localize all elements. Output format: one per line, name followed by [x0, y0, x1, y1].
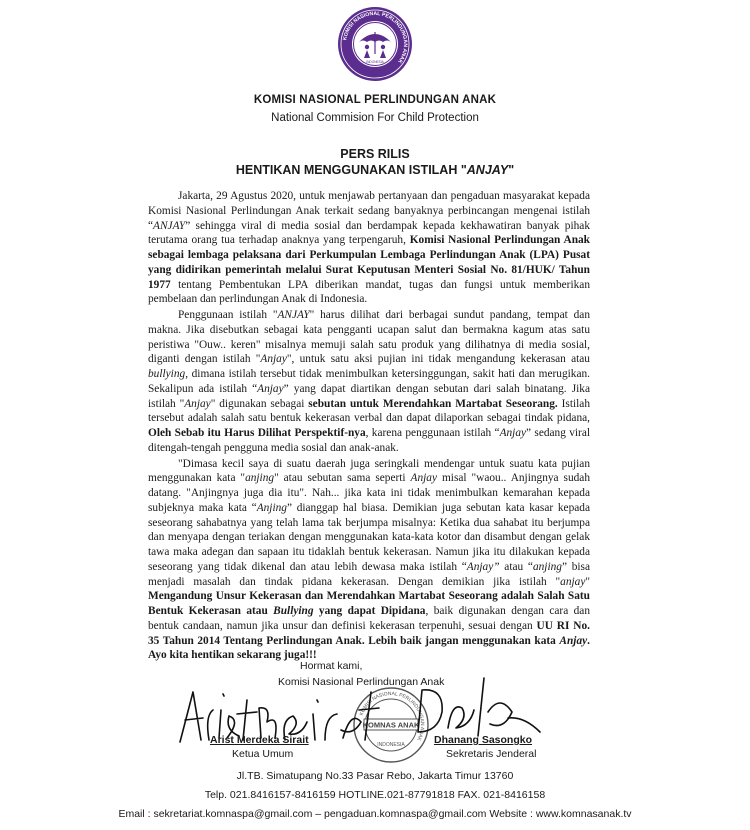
- signature-org: Komisi Nasional Perlindungan Anak: [278, 676, 445, 688]
- closing-greeting: Hormat kami,: [300, 660, 363, 672]
- signer-1-name: Arist Merdeka Sirait: [210, 734, 309, 746]
- press-release-label: PERS RILIS: [340, 147, 410, 161]
- stamp-bottom-text: INDONESIA: [377, 742, 405, 748]
- logo-ring-text: KOMISI NASIONAL PERLINDUNGAN ANAK: [342, 10, 409, 65]
- press-release-body: [148, 189, 590, 664]
- paragraph-1: Jakarta, 29 Agustus 2020, untuk menjawab pertanyaan dan pengaduan masyarakat kepada Komisi Nasional Perlindungan Anak terkait sedang banyaknya perbincangan mengenai istilah “ANJAY” sehingga viral di media sosial dan berdampak kepada kekhawatiran banyak pihak terutama orang tua terhadap anaknya yang terpengaruh, Komisi Nasional Perlindungan Anak sebagai lembaga pelaksana dari Perkumpulan Lembaga Perlindungan Anak (LPA) Pusat yang didirikan pemerintah melalui Surat Keputusan Menteri Sosial No. 81/HUK/ Tahun 1977 tentang Pembentukan LPA diberikan mandat, tugas dan fungsi untuk memberikan pembelaan dan perlindungan Anak di Indonesia.: [148, 190, 590, 306]
- signer-1-role: Ketua Umum: [232, 748, 294, 760]
- logo-bottom-text: INDONESIA: [366, 60, 384, 64]
- komnas-anak-logo: [337, 6, 413, 82]
- footer-contact: Email : sekretariat.komnaspa@gmail.com – pengaduan.komnaspa@gmail.com Website : www.komnasanak.tv: [118, 808, 632, 820]
- paragraph-3: "Dimasa kecil saya di suatu daerah juga seringkali mendengar untuk suatu kata pujian menggunakan kata "anjing" atau sebutan sama seperti Anjay misal "waou.. Anjingnya sudah datang. "Anjingnya juga dia itu". Nah... jika kata ini tidak menimbulkan kemarahan kepada subjeknya maka kata “Anjing” dianggap hal biasa. Demikian juga sebutan kata kasar kepada seseorang sahabatnya yang telah lama tak berjumpa misalnya: Ketika dua sahabat itu berjumpa dan menyapa dengan teriakan dengan menggunakan kata-kata kotor dan disambut dengan gelak tawa maka adegan dan sapaan itu tidaklah bentuk kekerasan. Namun jika itu dilakukan kepada seseorang yang tidak dikenal dan atau lebih dewasa maka istilah “Anjay” atau “anjing” bisa menjadi masalah dan tindak pidana kekerasan. Dengan demikian jika istilah "anjay" Mengandung Unsur Kekerasan dan Merendahkan Martabat Seseorang adalah Salah Satu Bentuk Kekerasan atau Bullying yang dapat Dipidana, baik digunakan dengan cara dan bentuk candaan, namun jika unsur dan definisi kekerasan terpenuhi, sesuai dengan UU RI No. 35 Tahun 2014 Tentang Perlindungan Anak. Lebih baik jangan menggunakan kata Anjay. Ayo kita hentikan sekarang juga!!!: [148, 457, 590, 662]
- stamp-ring-text: KOMISI NASIONAL PERLINDUNGAN ANAK: [358, 690, 426, 742]
- org-name-english: National Commision For Child Protection: [271, 112, 479, 124]
- footer-phones: Telp. 021.8416157-8416159 HOTLINE.021-87791818 FAX. 021-8416158: [204, 789, 546, 801]
- paragraph-2: Penggunaan istilah "ANJAY" harus dilihat dari berbagai sundut pandang, tempat dan makna. Jika disebutkan sebagai kata pengganti ucapan salut dan bermakna kagum atas satu peristiwa "Ouw.. keren" misalnya memuji salah satu produk yang dilihatnya di media sosial, diganti dengan istilah "Anjay", untuk satu aksi pujian ini tidak mengandung kekerasan atau bullying, dimana istilah tersebut tidak menimbulkan ketersinggungan, sakit hati dan merugikan. Sekalipun ada istilah “Anjay” yang dapat diartikan dengan sebutan dari salah binatang. Jika istilah "Anjay" digunakan sebagai sebutan untuk Merendahkan Martabat Seseorang. Istilah tersebut adalah salah satu bentuk kekerasan verbal dan dapat dilaporkan sebagai tindak pidana, Oleh Sebab itu Harus Dilihat Perspektif-nya, karena penggunaan istilah “Anjay” sedang viral ditengah-tengah pengguna media sosial dan anak-anak.: [148, 309, 591, 454]
- footer-address: Jl.TB. Simatupang No.33 Pasar Rebo, Jakarta Timur 13760: [236, 770, 514, 782]
- stamp-center-text: KOMNAS ANAK: [362, 720, 420, 730]
- signer-2-name: Dhanang Sasongko: [434, 734, 533, 746]
- org-name-indonesian: KOMISI NASIONAL PERLINDUNGAN ANAK: [253, 94, 497, 106]
- signature-block: [0, 660, 750, 760]
- signer-2-role: Sekretaris Jenderal: [446, 748, 537, 760]
- press-release-title: HENTIKAN MENGGUNAKAN ISTILAH "ANJAY": [235, 163, 515, 177]
